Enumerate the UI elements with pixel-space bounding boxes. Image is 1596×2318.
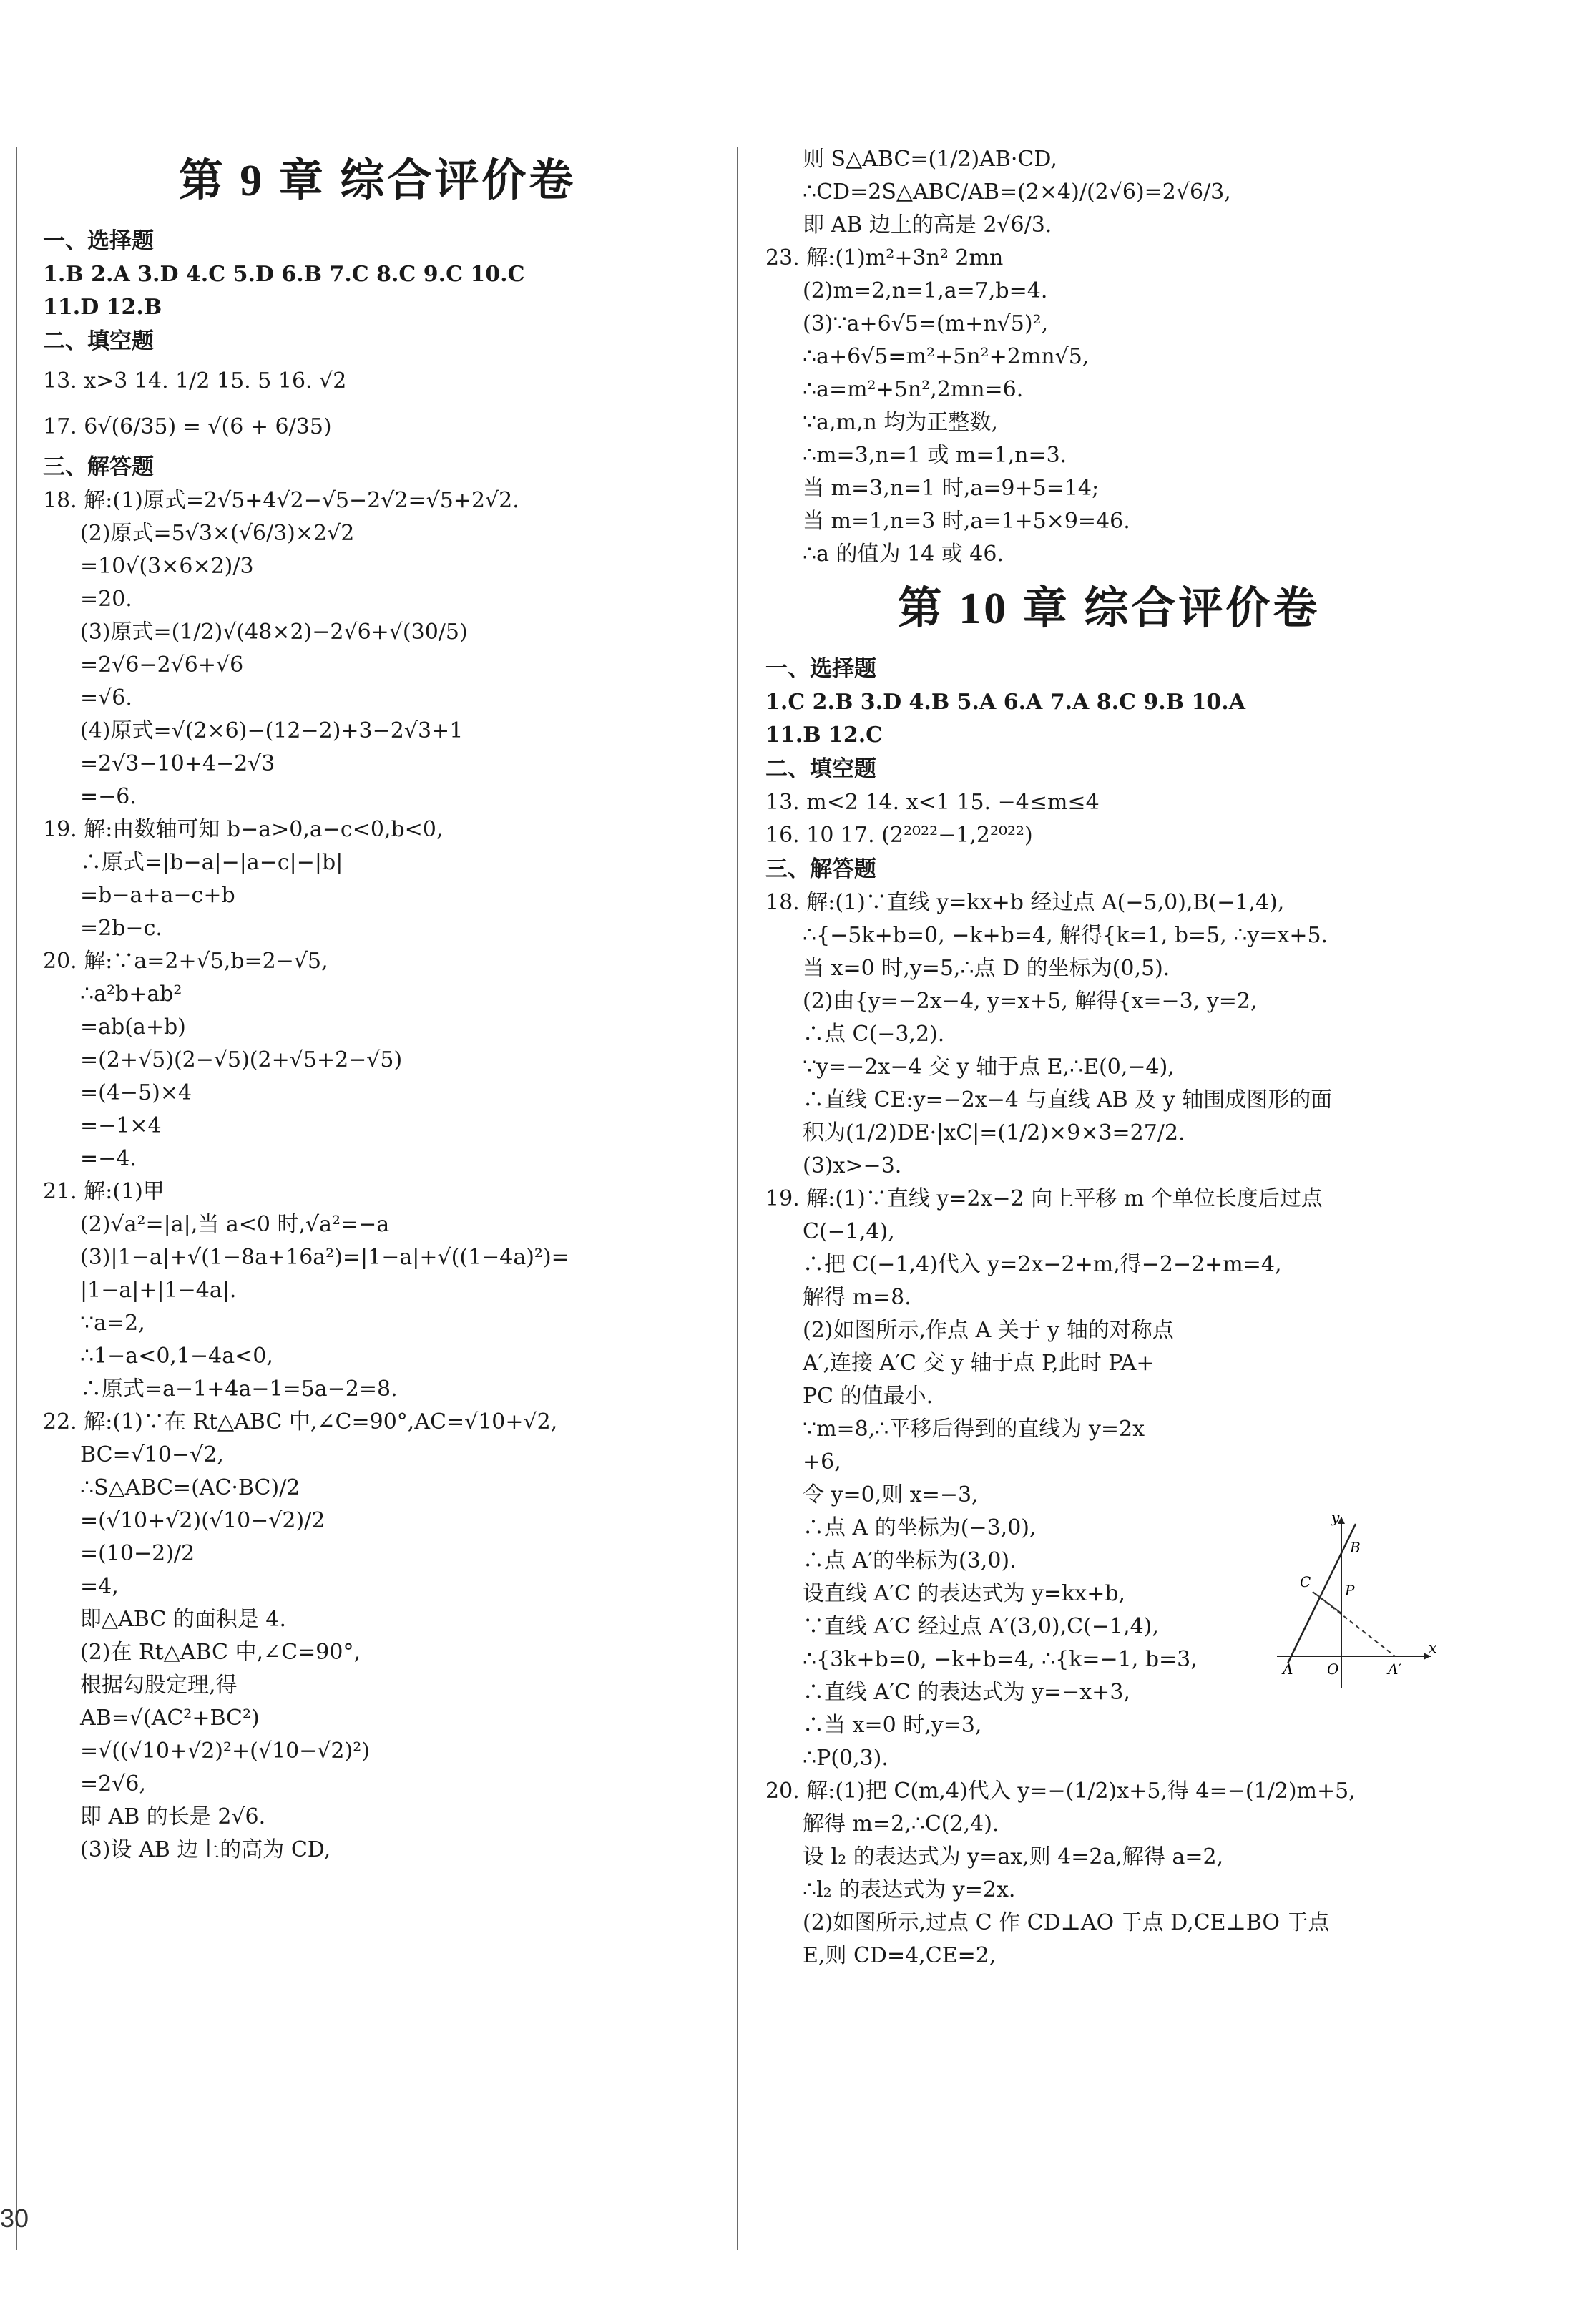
solution-line: 即 AB 边上的高是 2√6/3. (803, 212, 1052, 238)
solution-line: ∴直线 A′C 的表达式为 y=−x+3, (803, 1680, 1130, 1706)
left-solution-lines (43, 484, 712, 1867)
section-fill: 二、填空题 (43, 328, 154, 354)
solution-line: ∴a 的值为 14 或 46. (803, 542, 1004, 567)
solution-line: 21. 解:(1)甲 (43, 1179, 165, 1205)
solution-line: (2)如图所示,过点 C 作 CD⊥AO 于点 D,CE⊥BO 于点 (803, 1910, 1330, 1936)
solution-line: ∵直线 A′C 经过点 A′(3,0),C(−1,4), (803, 1614, 1159, 1640)
solution-line: (2)在 Rt△ABC 中,∠C=90°, (80, 1640, 361, 1666)
solution-line: 根据勾股定理,得 (80, 1673, 238, 1698)
solution-line: 即△ABC 的面积是 4. (80, 1607, 286, 1633)
solution-line: (2)由{y=−2x−4, y=x+5, 解得{x=−3, y=2, (803, 989, 1258, 1014)
solution-line: =−6. (80, 784, 137, 810)
solution-line: A′,连接 A′C 交 y 轴于点 P,此时 PA+ (803, 1351, 1155, 1376)
solution-line: =4, (80, 1574, 119, 1600)
solution-line: =2b−c. (80, 916, 162, 942)
choice-answers-row2: 11.D 12.B (43, 295, 162, 321)
section-solutions-10: 三、解答题 (765, 856, 876, 882)
solution-line: =2√6, (80, 1771, 146, 1797)
fill-answers-row2: 17. 6√(6/35) = √(6 + 6/35) (43, 414, 332, 440)
section-choice-10: 一、选择题 (765, 656, 876, 682)
label-y: y (1331, 1510, 1340, 1526)
solution-line: 22. 解:(1)∵在 Rt△ABC 中,∠C=90°,AC=√10+√2, (43, 1409, 558, 1435)
left-margin-rule (16, 147, 17, 2250)
right-solution-lines (765, 886, 1452, 1972)
column-divider (737, 147, 738, 2250)
solution-line: (3)∵a+6√5=(m+n√5)², (803, 311, 1049, 336)
solution-line: ∴m=3,n=1 或 m=1,n=3. (803, 443, 1067, 468)
right-top-solution-lines (765, 143, 1452, 571)
solution-line: 20. 解:∵a=2+√5,b=2−√5, (43, 949, 328, 974)
solution-line: (2)m=2,n=1,a=7,b=4. (803, 278, 1048, 303)
solution-line: =2√6−2√6+√6 (80, 652, 244, 678)
fill-answers-10-row1: 13. m<2 14. x<1 15. −4≤m≤4 (765, 790, 1100, 816)
fill-answers-10-row2: 16. 10 17. (2²⁰²²−1,2²⁰²²) (765, 823, 1033, 849)
solution-line: =(10−2)/2 (80, 1541, 195, 1567)
solution-line: |1−a|+|1−4a|. (80, 1278, 237, 1304)
solution-line: 设 l₂ 的表达式为 y=ax,则 4=2a,解得 a=2, (803, 1844, 1224, 1870)
solution-line: 则 S△ABC=(1/2)AB·CD, (803, 147, 1057, 172)
solution-line: ∴CD=2S△ABC/AB=(2×4)/(2√6)=2√6/3, (803, 180, 1231, 205)
solution-line: (3)原式=(1/2)√(48×2)−2√6+√(30/5) (80, 620, 468, 645)
solution-line: 19. 解:(1)∵直线 y=2x−2 向上平移 m 个单位长度后过点 (765, 1186, 1323, 1212)
label-B: B (1350, 1539, 1361, 1556)
solution-line: =b−a+a−c+b (80, 883, 235, 909)
solution-line: ∵a,m,n 均为正整数, (803, 410, 998, 435)
solution-line: 18. 解:(1)原式=2√5+4√2−√5−2√2=√5+2√2. (43, 488, 519, 514)
solution-line: =−1×4 (80, 1113, 162, 1139)
solution-line: =(2+√5)(2−√5)(2+√5+2−√5) (80, 1047, 403, 1073)
solution-line: ∴a+6√5=m²+5n²+2mn√5, (803, 344, 1090, 369)
solution-line: 解得 m=8. (803, 1285, 911, 1311)
page-number: 30 (0, 2204, 29, 2233)
label-O: O (1327, 1661, 1339, 1678)
solution-line: (3)设 AB 边上的高为 CD, (80, 1837, 331, 1863)
solution-line: (4)原式=√(2×6)−(12−2)+3−2√3+1 (80, 718, 464, 744)
solution-line: =10√(3×6×2)/3 (80, 554, 254, 580)
solution-line: PC 的值最小. (803, 1384, 934, 1409)
coordinate-graph-figure (1270, 1510, 1441, 1696)
solution-line: C(−1,4), (803, 1219, 895, 1245)
chapter-9-title: 第 9 章 综合评价卷 (178, 157, 577, 205)
solution-line: ∴{−5k+b=0, −k+b=4, 解得{k=1, b=5, ∴y=x+5. (803, 923, 1328, 949)
fill-answers-row1: 13. x>3 14. 1/2 15. 5 16. √2 (43, 368, 347, 394)
solution-line: ∴把 C(−1,4)代入 y=2x−2+m,得−2−2+m=4, (803, 1252, 1282, 1278)
solution-line: =√((√10+√2)²+(√10−√2)²) (80, 1738, 370, 1764)
section-choice: 一、选择题 (43, 228, 154, 254)
solution-line: 当 x=0 时,y=5,∴点 D 的坐标为(0,5). (803, 956, 1170, 982)
solution-line: ∵y=−2x−4 交 y 轴于点 E,∴E(0,−4), (803, 1055, 1175, 1080)
solution-line: ∴直线 CE:y=−2x−4 与直线 AB 及 y 轴围成图形的面 (803, 1087, 1333, 1113)
solution-line: (2)原式=5√3×(√6/3)×2√2 (80, 521, 355, 547)
label-P: P (1345, 1582, 1355, 1599)
solution-line: 设直线 A′C 的表达式为 y=kx+b, (803, 1581, 1126, 1607)
choice-answers-row1: 1.B 2.A 3.D 4.C 5.D 6.B 7.C 8.C 9.C 10.C (43, 262, 525, 288)
solution-line: ∴a²b+ab² (80, 982, 182, 1007)
solution-line: (3)|1−a|+√(1−8a+16a²)=|1−a|+√((1−4a)²)= (80, 1245, 569, 1271)
solution-line: =20. (80, 587, 132, 612)
solution-line: 当 m=3,n=1 时,a=9+5=14; (803, 476, 1100, 501)
solution-line: ∴点 A′的坐标为(3,0). (803, 1548, 1017, 1574)
solution-line: 即 AB 的长是 2√6. (80, 1804, 266, 1830)
solution-line: ∵m=8,∴平移后得到的直线为 y=2x (803, 1417, 1145, 1442)
solution-line: 当 m=1,n=3 时,a=1+5×9=46. (803, 509, 1130, 534)
solution-line: 解得 m=2,∴C(2,4). (803, 1811, 999, 1837)
solution-line: ∴l₂ 的表达式为 y=2x. (803, 1877, 1016, 1903)
solution-line: AB=√(AC²+BC²) (80, 1706, 260, 1731)
solution-line: ∴1−a<0,1−4a<0, (80, 1344, 273, 1369)
chapter-10-title: 第 10 章 综合评价卷 (897, 585, 1321, 633)
solution-line: ∴{3k+b=0, −k+b=4, ∴{k=−1, b=3, (803, 1647, 1198, 1673)
solution-line: =ab(a+b) (80, 1014, 186, 1040)
solution-line: (3)x>−3. (803, 1153, 902, 1179)
choice-answers-10-row1: 1.C 2.B 3.D 4.B 5.A 6.A 7.A 8.C 9.B 10.A (765, 690, 1246, 715)
choice-answers-10-row2: 11.B 12.C (765, 723, 883, 748)
solution-line: ∵a=2, (80, 1311, 145, 1336)
solution-line: (2)√a²=|a|,当 a<0 时,√a²=−a (80, 1212, 390, 1238)
section-solutions: 三、解答题 (43, 454, 154, 480)
label-C: C (1300, 1573, 1311, 1590)
solution-line: 积为(1/2)DE·|xC|=(1/2)×9×3=27/2. (803, 1120, 1185, 1146)
solution-line: =2√3−10+4−2√3 (80, 751, 275, 777)
solution-line: ∴点 A 的坐标为(−3,0), (803, 1515, 1037, 1541)
solution-line: =(4−5)×4 (80, 1080, 192, 1106)
left-column (43, 143, 712, 1867)
label-x: x (1429, 1639, 1437, 1656)
solution-line: BC=√10−√2, (80, 1442, 224, 1468)
right-column (765, 143, 1452, 1972)
solution-line: ∴a=m²+5n²,2mn=6. (803, 377, 1024, 402)
solution-line: 20. 解:(1)把 C(m,4)代入 y=−(1/2)x+5,得 4=−(1/2)m+5, (765, 1779, 1356, 1804)
solution-line: 令 y=0,则 x=−3, (803, 1482, 979, 1508)
section-fill-10: 二、填空题 (765, 756, 876, 782)
solution-line: ∴原式=a−1+4a−1=5a−2=8. (80, 1376, 398, 1402)
solution-line: ∴当 x=0 时,y=3, (803, 1713, 982, 1738)
solution-line: ∴P(0,3). (803, 1746, 888, 1771)
solution-line: =√6. (80, 685, 132, 711)
solution-line: =(√10+√2)(√10−√2)/2 (80, 1508, 325, 1534)
solution-line: =−4. (80, 1146, 137, 1172)
label-A: A (1283, 1661, 1293, 1678)
solution-line: ∴点 C(−3,2). (803, 1022, 945, 1047)
label-A-prime: A′ (1388, 1661, 1401, 1678)
solution-line: 23. 解:(1)m²+3n² 2mn (765, 245, 1004, 270)
solution-line: 18. 解:(1)∵直线 y=kx+b 经过点 A(−5,0),B(−1,4), (765, 890, 1285, 916)
solution-line: E,则 CD=4,CE=2, (803, 1943, 997, 1969)
solution-line: (2)如图所示,作点 A 关于 y 轴的对称点 (803, 1318, 1174, 1344)
solution-line: 19. 解:由数轴可知 b−a>0,a−c<0,b<0, (43, 817, 444, 843)
solution-line: ∴S△ABC=(AC·BC)/2 (80, 1475, 300, 1501)
solution-line: +6, (803, 1449, 841, 1475)
solution-line: ∴原式=|b−a|−|a−c|−|b| (80, 850, 343, 876)
